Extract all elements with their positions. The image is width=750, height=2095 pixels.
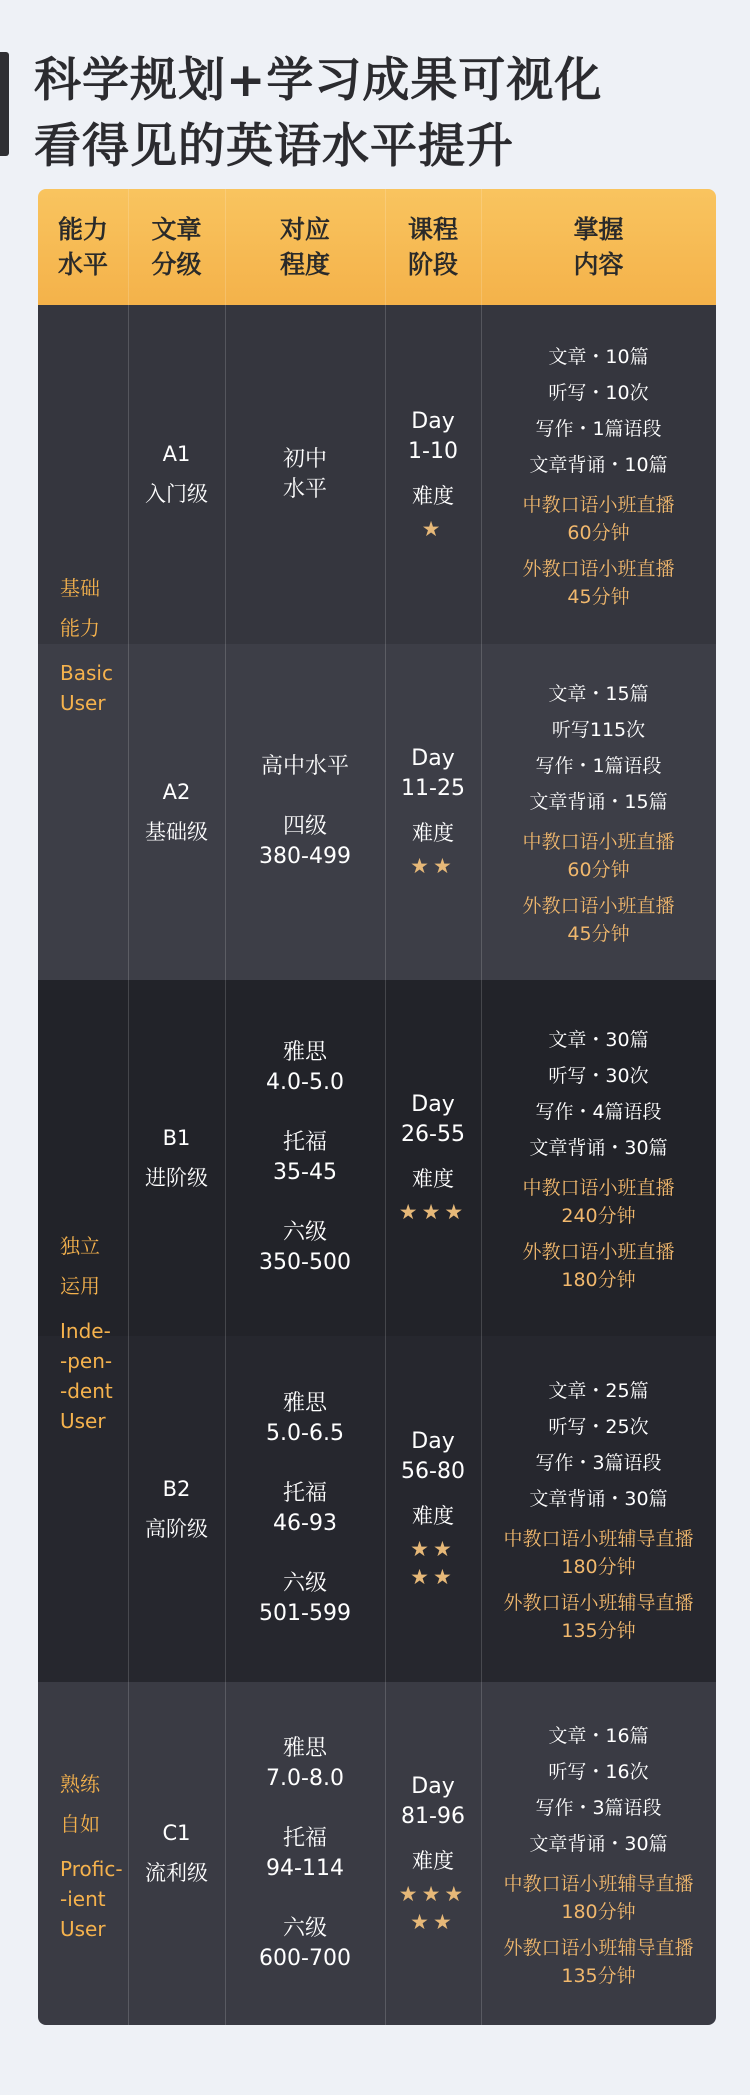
stage-cell	[385, 644, 481, 980]
content-item: 文章背诵・30篇	[529, 1488, 668, 1510]
proficiency-cell	[225, 644, 385, 980]
difficulty-stars-icon: ★★ ★★	[410, 1537, 456, 1589]
content-item: 文章・16篇	[548, 1724, 649, 1747]
title-accent-bar	[0, 52, 9, 156]
grade-code: C1	[162, 1821, 191, 1845]
content-item: 文章背诵・30篇	[529, 1832, 668, 1855]
grade-cell	[128, 1682, 225, 2025]
stage-days: Day 11-25	[401, 746, 465, 801]
content-item: 写作・1篇语段	[535, 417, 662, 440]
content-item: 文章・15篇	[548, 683, 649, 705]
page-title-line-2: 看得见的英语水平提升	[34, 119, 514, 174]
ability-zh-2: 运用	[60, 1274, 100, 1298]
grade-code: A2	[162, 779, 191, 804]
content-item: 文章・10篇	[548, 345, 649, 368]
ability-group-independent	[38, 980, 128, 1682]
difficulty-label: 难度	[412, 1504, 454, 1528]
ability-group-en: Profic- -ient User	[60, 1856, 123, 1941]
stage-cell	[385, 1682, 481, 2025]
ability-group-en: Inde- -pen- -dent User	[60, 1319, 113, 1433]
content-item: 听写・25次	[548, 1416, 649, 1438]
content-item: 写作・3篇语段	[535, 1452, 662, 1474]
proficiency-item: 托福 35-45	[273, 1130, 337, 1185]
difficulty-stars-icon: ★★★	[398, 1200, 468, 1224]
content-item: 听写・16次	[548, 1760, 649, 1783]
header-stage: 课程 阶段	[407, 215, 458, 279]
proficiency-item: 雅思 4.0-5.0	[266, 1040, 344, 1095]
stage-cell	[385, 1336, 481, 1682]
live-class-item: 中教口语小班直播 240分钟	[522, 1177, 675, 1227]
ability-zh-1: 熟练	[60, 1771, 100, 1796]
header-content: 掌握 内容	[573, 215, 624, 279]
content-item: 写作・1篇语段	[535, 755, 662, 777]
live-class-item: 中教口语小班直播 60分钟	[522, 493, 675, 544]
ability-zh-1: 基础	[60, 575, 100, 600]
content-item: 文章背诵・15篇	[529, 791, 668, 813]
grade-cell	[128, 305, 225, 644]
difficulty-label: 难度	[412, 1848, 454, 1873]
proficiency-cell	[225, 1336, 385, 1682]
proficiency-item: 托福 94-114	[266, 1825, 344, 1881]
grade-level: 入门级	[145, 482, 208, 506]
live-class-item: 外教口语小班辅导直播 135分钟	[503, 1936, 694, 1987]
level-table	[38, 189, 716, 2025]
content-item: 文章・25篇	[548, 1380, 649, 1402]
stage-cell	[385, 980, 481, 1336]
grade-code: A1	[162, 442, 191, 466]
proficiency-cell	[225, 980, 385, 1336]
ability-zh-2: 能力	[60, 615, 100, 640]
header-grade: 文章 分级	[151, 215, 202, 279]
difficulty-stars-icon: ★	[421, 516, 445, 541]
content-cell	[481, 1336, 716, 1682]
live-class-item: 外教口语小班直播 45分钟	[522, 557, 675, 608]
difficulty-label: 难度	[412, 1167, 454, 1191]
header-ability: 能力 水平	[57, 215, 108, 279]
proficiency-item: 六级 350-500	[259, 1220, 351, 1275]
content-cell	[481, 980, 716, 1336]
content-item: 听写115次	[551, 719, 646, 741]
proficiency-item: 高中水平	[260, 754, 349, 779]
grade-code: B1	[162, 1125, 191, 1150]
page-title	[34, 48, 602, 180]
ability-zh-1: 独立	[60, 1234, 100, 1258]
grade-code: B2	[162, 1476, 191, 1501]
content-item: 文章背诵・30篇	[529, 1137, 668, 1159]
grade-level: 基础级	[145, 819, 208, 844]
proficiency-item: 六级 600-700	[259, 1915, 351, 1971]
live-class-item: 中教口语小班辅导直播 180分钟	[503, 1528, 694, 1578]
stage-cell	[385, 305, 481, 644]
content-cell	[481, 1682, 716, 2025]
proficiency-item: 托福 46-93	[273, 1481, 337, 1536]
stage-days: Day 56-80	[401, 1429, 465, 1484]
ability-group-proficient	[38, 1682, 128, 2025]
content-item: 文章背诵・10篇	[529, 453, 668, 476]
live-class-item: 中教口语小班辅导直播 180分钟	[503, 1872, 694, 1923]
difficulty-stars-icon: ★★★ ★★	[398, 1881, 468, 1934]
content-cell	[481, 644, 716, 980]
live-class-item: 外教口语小班直播 180分钟	[522, 1241, 675, 1291]
ability-group-basic	[38, 305, 128, 980]
live-class-item: 外教口语小班直播 45分钟	[522, 895, 675, 945]
stage-days: Day 26-55	[401, 1092, 465, 1147]
proficiency-cell	[225, 305, 385, 644]
proficiency-item: 雅思 7.0-8.0	[266, 1735, 344, 1791]
header-proficiency: 对应 程度	[279, 215, 330, 279]
stage-days: Day 1-10	[408, 408, 458, 464]
live-class-item: 外教口语小班辅导直播 135分钟	[503, 1592, 694, 1642]
grade-level: 进阶级	[145, 1165, 208, 1190]
grade-level: 流利级	[145, 1861, 208, 1885]
content-item: 写作・4篇语段	[535, 1101, 662, 1123]
ability-group-zh	[60, 568, 100, 648]
ability-group-en: Basic User	[60, 660, 113, 715]
ability-zh-2: 自如	[60, 1811, 100, 1836]
difficulty-label: 难度	[412, 483, 454, 508]
proficiency-item: 雅思 5.0-6.5	[266, 1391, 344, 1446]
ability-group-zh	[60, 1764, 100, 1844]
content-item: 听写・30次	[548, 1065, 649, 1087]
proficiency-item: 初中 水平	[282, 446, 327, 502]
content-item: 听写・10次	[548, 381, 649, 404]
proficiency-cell	[225, 1682, 385, 2025]
page-title-line-1: 科学规划+学习成果可视化	[34, 53, 603, 108]
content-item: 写作・3篇语段	[535, 1796, 662, 1819]
grade-cell	[128, 644, 225, 980]
table-header	[38, 189, 716, 305]
proficiency-item: 四级 380-499	[259, 814, 351, 869]
grade-cell	[128, 980, 225, 1336]
content-item: 文章・30篇	[548, 1029, 649, 1051]
grade-level: 高阶级	[145, 1516, 208, 1541]
difficulty-label: 难度	[412, 821, 454, 845]
live-class-item: 中教口语小班直播 60分钟	[522, 831, 675, 881]
difficulty-stars-icon: ★★	[410, 854, 456, 878]
proficiency-item: 六级 501-599	[259, 1571, 351, 1626]
content-cell	[481, 305, 716, 644]
ability-group-zh	[60, 1226, 100, 1306]
stage-days: Day 81-96	[401, 1773, 465, 1829]
grade-cell	[128, 1336, 225, 1682]
